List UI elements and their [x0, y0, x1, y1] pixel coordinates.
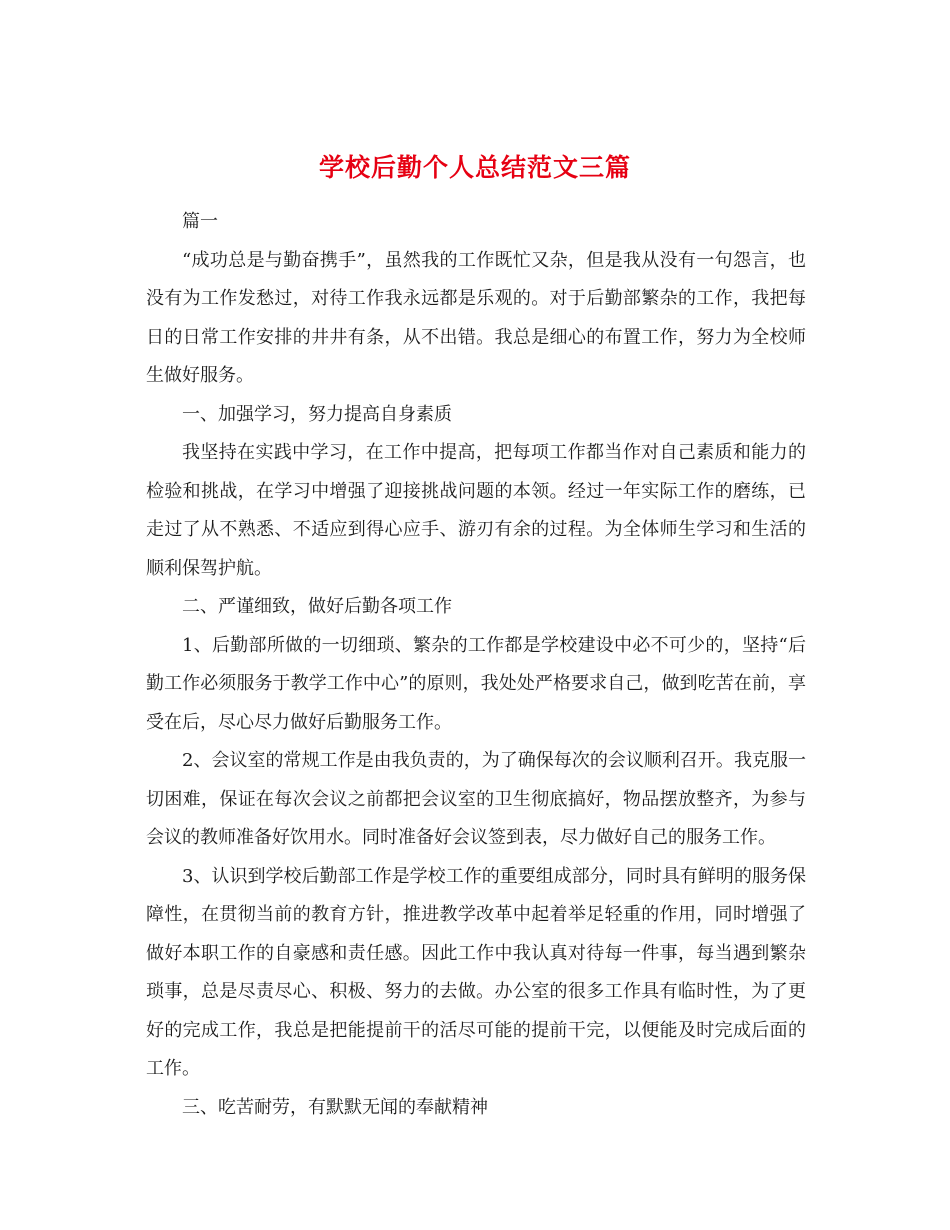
document-title: 学校后勤个人总结范文三篇	[318, 152, 631, 182]
section-heading-part-one: 篇一	[182, 211, 218, 232]
intro-paragraph: “成功总是与勤奋携手”，虽然我的工作既忙又杂，但是我从没有一句怨言，也没有为工作发愁过，对待工作我永远都是乐观的。对于后勤部繁杂的工作，我把每日的日常工作安排的井井有条，从不出错。我总是细心的布置工作，努力为全校师生做好服务。	[146, 249, 806, 386]
section-heading-2: 二、严谨细致，做好后勤各项工作	[182, 596, 452, 617]
numbered-paragraph-1: 1、后勤部所做的一切细琐、繁杂的工作都是学校建设中必不可少的，坚持“后勤工作必须服务于教学工作中心”的原则，我处处严格要求自己，做到吃苦在前，享受在后，尽心尽力做好后勤服务工作。	[146, 634, 806, 733]
body-paragraph: 我坚持在实践中学习，在工作中提高，把每项工作都当作对自己素质和能力的检验和挑战，在学习中增强了迎接挑战问题的本领。经过一年实际工作的磨练，已走过了从不熟悉、不适应到得心应手、游刃有余的过程。为全体师生学习和生活的顺利保驾护航。	[146, 442, 806, 579]
section-heading-3: 三、吃苦耐劳，有默默无闻的奉献精神	[182, 1096, 488, 1118]
section-heading-1: 一、加强学习，努力提高自身素质	[182, 403, 452, 425]
document-body	[146, 203, 806, 1127]
numbered-paragraph-3: 3、认识到学校后勤部工作是学校工作的重要组成部分，同时具有鲜明的服务保障性，在贯彻当前的教育方针，推进教学改革中起着举足轻重的作用，同时增强了做好本职工作的自豪感和责任感。因此工作中我认真对待每一件事，每当遇到繁杂琐事，总是尽责尽心、积极、努力的去做。办公室的很多工作具有临时性，为了更好的完成工作，我总是把能提前干的活尽可能的提前干完，以便能及时完成后面的工作。	[146, 865, 806, 1079]
numbered-paragraph-2: 2、会议室的常规工作是由我负责的，为了确保每次的会议顺利召开。我克服一切困难，保证在每次会议之前都把会议室的卫生彻底搞好，物品摆放整齐，为参与会议的教师准备好饮用水。同时准备好会议签到表，尽力做好自己的服务工作。	[146, 750, 806, 848]
